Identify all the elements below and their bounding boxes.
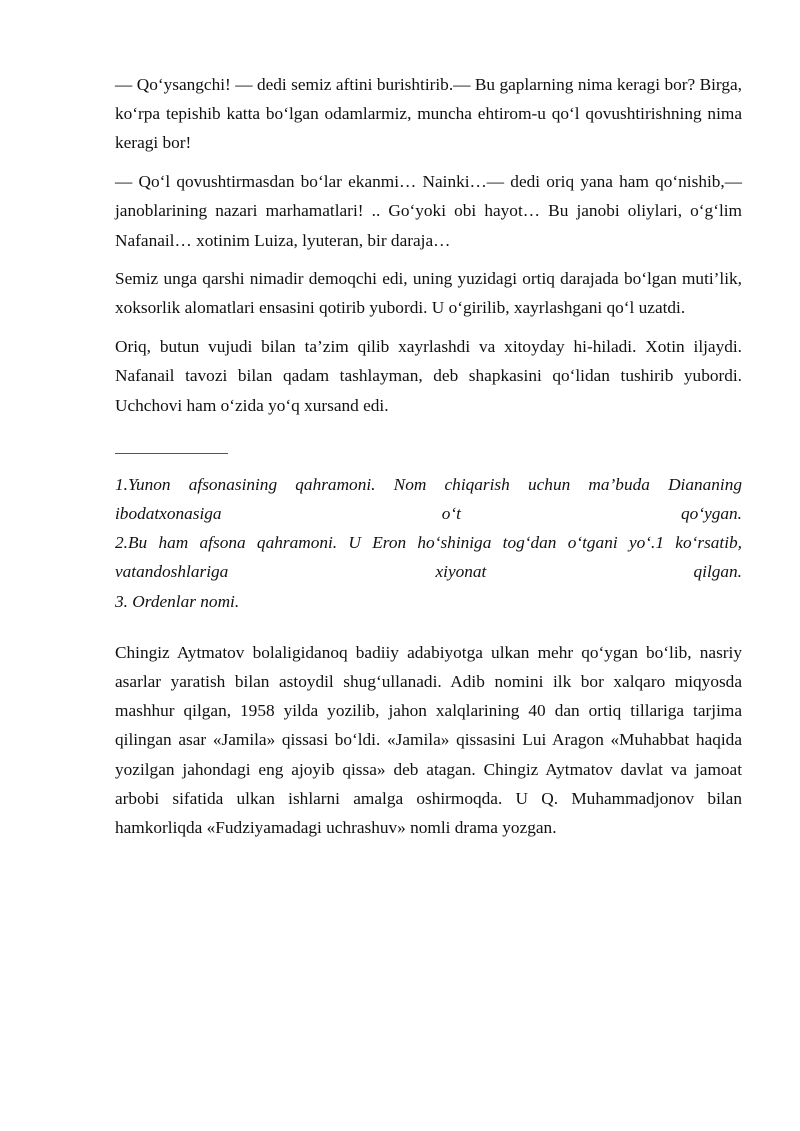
footnote-1: 1.Yunon afsonasining qahramoni. Nom chiqarish uchun ma’buda Diananing ibodatxonasiga o‘t qo‘ygan. <box>115 474 742 523</box>
narrative-paragraph: Oriq, butun vujudi bilan ta’zim qilib xayrlashdi va xitoyday hi-hiladi. Xotin iljaydi. Nafanail tavozi bilan qadam tashlayman, deb shapkasini qo‘lidan tushirib yubordi. Uchchovi ham o‘zida yo‘q xursand edi. <box>115 337 742 415</box>
footnote-2: 2.Bu ham afsona qahramoni. U Eron ho‘shiniga tog‘dan o‘tgani yo‘.1 ko‘rsatib, vatandoshlariga xiyonat qilgan. <box>115 533 742 582</box>
author-paragraph: Chingiz Aytmatov bolaligidanoq badiiy adabiyotga ulkan mehr qo‘ygan bo‘lib, nasriy asarlar yaratish bilan astoydil shug‘ullanadi. Adib nomini ilk bor xalqaro miqyosda mashhur qilgan, 1958 yilda yozilib, jahon xalqlarining 40 dan ortiq tillariga tarjima qilingan asar «Jamila» qissasi bo‘ldi. «Jamila» qissasini Lui Aragon «Muhabbat haqida yozilgan jahondagi eng ajoyib qissa» deb atagan. Chingiz Aytmatov davlat va jamoat arbobi sifatida ulkan ishlarni amalga oshirmoqda. U Q. Muhammadjonov bilan hamkorliqda «Fudziyamadagi uchrashuv» nomli drama yozgan. <box>115 642 742 837</box>
footnote-3: 3. Ordenlar nomi. <box>115 591 240 611</box>
narrative-paragraph: Semiz unga qarshi nimadir demoqchi edi, uning yuzidagi ortiq darajada bo‘lgan muti’lik, xoksorlik alomatlari ensasini qotirib yubordi. U o‘girilib, xayrlashgani qo‘l uzatdi. <box>115 269 742 318</box>
document-page <box>115 70 742 852</box>
dialogue-paragraph: — Qo‘ysangchi! — dedi semiz aftini burishtirib.— Bu gaplarning nima keragi bor? Birga, ko‘rpa tepishib katta bo‘lgan odamlarmiz, muncha ehtirom-u qo‘l qovushtirishning nima keragi bor! <box>115 75 742 153</box>
dialogue-paragraph: — Qo‘l qovushtirmasdan bo‘lar ekanmi… Nainki…— dedi oriq yana ham qo‘nishib,— janoblarining nazari marhamatlari! .. Go‘yoki obi hayot… Bu janobi oliylari, o‘g‘lim Nafanail… xotinim Luiza, lyuteran, bir daraja… <box>115 172 742 250</box>
footnotes <box>115 470 742 616</box>
footnote-separator <box>115 453 228 454</box>
